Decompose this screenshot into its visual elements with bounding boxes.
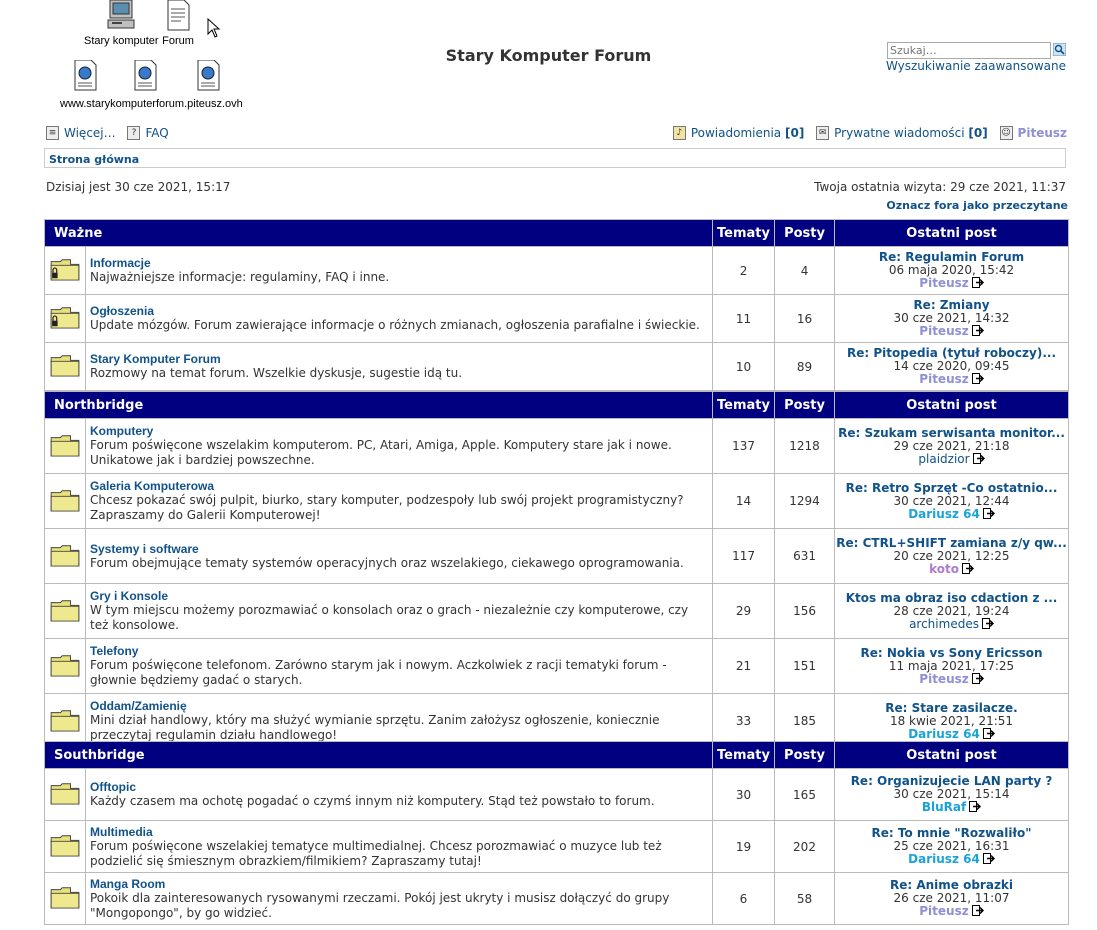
go-to-last-post-icon[interactable] [973, 453, 985, 464]
forum-info [86, 419, 713, 474]
forum-locked-folder-icon [50, 305, 80, 329]
forum-folder-icon [50, 653, 80, 677]
last-post-cell [835, 419, 1069, 474]
forum-folder-icon [50, 543, 80, 567]
pm-label: Prywatne wiadomości [834, 126, 965, 140]
col-last-post-header: Ostatni post [835, 742, 1069, 769]
forum-row [45, 821, 1069, 873]
username: Piteusz [1017, 126, 1067, 140]
forum-folder-icon [50, 781, 80, 805]
forum-title-link[interactable]: Oddam/Zamienię [90, 699, 187, 713]
go-to-last-post-icon[interactable] [983, 853, 995, 864]
forum-description: Forum obejmujące tematy systemów operacyjnych oraz wszelakiego, ciekawego oprogramowania. [90, 555, 684, 570]
forum-info [86, 584, 713, 639]
last-post-date: 29 cze 2021, 21:18 [893, 438, 1010, 453]
more-label: Więcej… [64, 126, 116, 140]
col-posts-header: Posty [775, 742, 835, 769]
forum-description: Pokoik dla zainteresowanych rysowanymi rzeczami. Pokój jest ukryty i musisz dołączyć do grupy "Mongopongo", by go widzieć. [90, 890, 670, 920]
category-table [44, 741, 1069, 925]
col-last-post-header: Ostatni post [835, 220, 1069, 247]
current-date: Dzisiaj jest 30 cze 2021, 15:17 [46, 180, 231, 194]
forum-row [45, 343, 1069, 391]
forum-topics-count: 10 [713, 343, 775, 391]
desktop-icon-stary-komputer[interactable] [84, 0, 158, 47]
faq-link[interactable] [127, 126, 168, 140]
advanced-search-link[interactable]: Wyszukiwanie zaawansowane [885, 59, 1066, 73]
go-to-last-post-icon[interactable] [969, 801, 981, 812]
web-doc-icon[interactable] [132, 60, 158, 95]
last-post-title-link[interactable]: Re: CTRL+SHIFT zamiana z/y qw... [836, 536, 1067, 550]
search-box [887, 42, 1051, 59]
list-icon: ≡ [46, 126, 59, 140]
forum-folder-icon [50, 433, 80, 457]
help-icon: ? [127, 126, 140, 140]
last-post-author-link[interactable]: plaidzior [918, 451, 970, 466]
category-name[interactable]: Ważne [45, 220, 713, 247]
pm-count: [0] [968, 126, 988, 140]
search-input[interactable] [887, 42, 1051, 59]
go-to-last-post-icon[interactable] [972, 673, 984, 684]
go-to-last-post-icon[interactable] [982, 618, 994, 629]
last-post-author-link[interactable]: Dariusz 64 [908, 852, 980, 866]
forum-posts-count: 165 [775, 769, 835, 821]
forum-info [86, 247, 713, 295]
last-post-cell [835, 873, 1069, 925]
forum-description: Mini dział handlowy, który ma służyć wymianie sprzętu. Zanim założysz ogłoszenie, koniecznie przeczytaj regulamin działu handlowego! [90, 713, 660, 742]
pm-link[interactable] [816, 126, 988, 140]
last-post-author-link[interactable]: Piteusz [919, 671, 969, 686]
breadcrumb [44, 148, 1066, 168]
notifications-count: [0] [784, 126, 805, 140]
forum-icon-cell [45, 821, 86, 873]
go-to-last-post-icon[interactable] [983, 508, 995, 519]
forum-icon-cell [45, 419, 86, 474]
last-post-author-link[interactable]: Piteusz [919, 324, 969, 338]
forum-description: Chcesz pokazać swój pulpit, biurko, stary komputer, podzespoły lub swój projekt programistyczny? Zapraszamy do Galerii Komputerowej! [90, 493, 684, 522]
nav-left [46, 124, 177, 140]
forum-row [45, 419, 1069, 474]
last-post-title-link[interactable]: Re: Pitopedia (tytuł roboczy)... [847, 347, 1056, 360]
forum-posts-count: 1218 [775, 419, 835, 474]
forum-icon-cell [45, 639, 86, 694]
forum-info [86, 639, 713, 694]
last-post-date: 30 cze 2021, 15:14 [893, 787, 1010, 801]
last-post-title-link[interactable]: Ktos ma obraz iso cdaction z ... [845, 591, 1058, 605]
last-post-title-link[interactable]: Re: Stare zasilacze. [885, 701, 1018, 715]
last-post-author-link[interactable]: BluRaf [921, 800, 967, 814]
forum-row [45, 474, 1069, 529]
forum-folder-icon [50, 833, 80, 857]
notifications-label: Powiadomienia [690, 126, 782, 140]
last-post-author-link[interactable]: Dariusz 64 [908, 506, 980, 521]
last-post-date: 18 kwie 2021, 21:51 [889, 713, 1014, 728]
mouse-cursor-icon [207, 18, 221, 38]
forum-info [86, 343, 713, 391]
forum-topics-count: 11 [713, 295, 775, 343]
forum-folder-icon [50, 598, 80, 622]
forum-posts-count: 202 [775, 821, 835, 873]
category-header [45, 742, 1069, 769]
forum-title-link[interactable]: Systemy i software [90, 541, 199, 556]
forum-info [86, 769, 713, 821]
go-to-last-post-icon[interactable] [972, 277, 984, 288]
site-title: Stary Komputer Forum [445, 46, 652, 65]
last-post-date: 25 cze 2021, 16:31 [893, 839, 1010, 853]
category-header [45, 392, 1069, 419]
forum-topics-count: 14 [713, 474, 775, 529]
forum-topics-count: 19 [713, 821, 775, 873]
col-posts-header: Posty [775, 220, 835, 247]
go-to-last-post-icon[interactable] [972, 325, 984, 336]
site-url: www.starykomputerforum.piteusz.ovh [60, 98, 243, 110]
last-post-title-link[interactable]: Re: Nokia vs Sony Ericsson [860, 646, 1043, 660]
forum-icon-cell [45, 295, 86, 343]
category-table [44, 219, 1069, 391]
desktop-icon-label: Stary komputer [84, 35, 159, 47]
last-post-title-link[interactable]: Re: Retro Sprzęt -Co ostatnio... [845, 481, 1058, 495]
last-post-date: 11 maja 2021, 17:25 [888, 658, 1015, 673]
forum-title-link[interactable]: Ogłoszenia [90, 304, 155, 318]
forum-folder-icon [50, 885, 80, 909]
forum-description: Forum poświęcone wszelakiej tematyce multimedialnej. Chcesz porozmawiać o muzyce lub też podzielić się śmiesznym obrazkiem/filmikiem? Zapraszamy tutaj! [90, 838, 662, 868]
forum-info [86, 474, 713, 529]
forum-posts-count: 1294 [775, 474, 835, 529]
forum-posts-count: 185 [775, 694, 835, 749]
forum-info [86, 529, 713, 584]
computer-icon [106, 0, 136, 32]
last-post-cell [835, 474, 1069, 529]
forum-posts-count: 4 [775, 247, 835, 295]
mail-icon: ✉ [816, 126, 829, 140]
last-post-cell [835, 295, 1069, 343]
category-name[interactable]: Northbridge [45, 392, 713, 419]
search-icon[interactable] [1053, 43, 1066, 56]
forum-row [45, 639, 1069, 694]
last-post-date: 30 cze 2021, 12:44 [893, 493, 1010, 508]
forum-row [45, 247, 1069, 295]
bell-icon: ♪ [673, 126, 686, 140]
forum-title-link[interactable]: Telefony [90, 644, 139, 658]
forum-row [45, 295, 1069, 343]
forum-icon-cell [45, 584, 86, 639]
last-post-author-link[interactable]: Piteusz [919, 372, 969, 386]
last-post-title-link[interactable]: Re: Regulamin Forum [878, 251, 1025, 264]
last-post-author-link[interactable]: archimedes [909, 616, 979, 631]
forum-posts-count: 16 [775, 295, 835, 343]
forum-title-link[interactable]: Informacje [90, 256, 151, 270]
last-post-date: 14 cze 2020, 09:45 [893, 359, 1010, 373]
forum-posts-count: 156 [775, 584, 835, 639]
forum-title-link[interactable]: Manga Room [90, 876, 166, 891]
web-doc-icon[interactable] [72, 60, 98, 95]
go-to-last-post-icon[interactable] [983, 728, 995, 739]
forum-topics-count: 33 [713, 694, 775, 749]
forum-description: Najważniejsze informacje: regulaminy, FAQ i inne. [90, 270, 390, 284]
forum-icon-cell [45, 247, 86, 295]
forum-description: Forum poświęcone wszelakim komputerom. PC, Atari, Amiga, Apple. Komputery stare jak i nowe. Unikatowe jak i bardziej powszechne. [90, 438, 672, 467]
forum-locked-folder-icon [50, 257, 80, 281]
forum-row [45, 584, 1069, 639]
forum-info [86, 295, 713, 343]
forum-folder-icon [50, 488, 80, 512]
more-link[interactable] [46, 126, 116, 140]
forum-description: W tym miejscu możemy porozmawiać o konsolach oraz o grach - niezależnie czy komputerowe, czy też konsolowe. [90, 603, 689, 632]
last-post-date: 30 cze 2021, 14:32 [893, 311, 1010, 325]
forum-posts-count: 631 [775, 529, 835, 584]
forum-description: Forum poświęcone telefonom. Zarówno starym jak i nowym. Aczkolwiek z racji tematyki forum - głownie będziemy gadać o starych. [90, 658, 667, 687]
breadcrumb-home[interactable]: Strona główna [49, 153, 140, 166]
last-visit: Twoja ostatnia wizyta: 29 cze 2021, 11:37 [814, 180, 1066, 194]
last-post-author-link[interactable]: Dariusz 64 [908, 726, 980, 741]
user-profile-link[interactable] [1000, 126, 1067, 140]
col-posts-header: Posty [775, 392, 835, 419]
last-post-date: 28 cze 2021, 19:24 [893, 603, 1010, 618]
last-post-date: 26 cze 2021, 11:07 [893, 891, 1010, 905]
last-post-author-link[interactable]: Piteusz [919, 276, 969, 290]
forum-description: Każdy czasem ma ochotę pogadać o czymś innym niż komputery. Stąd też powstało to forum. [90, 794, 655, 808]
forum-topics-count: 30 [713, 769, 775, 821]
col-topics-header: Tematy [713, 742, 775, 769]
forum-topics-count: 137 [713, 419, 775, 474]
forum-posts-count: 58 [775, 873, 835, 925]
last-post-title-link[interactable]: Re: Anime obrazki [889, 879, 1014, 892]
forum-title-link[interactable]: Stary Komputer Forum [90, 352, 221, 366]
last-post-cell [835, 639, 1069, 694]
forum-topics-count: 21 [713, 639, 775, 694]
last-post-title-link[interactable]: Re: To mnie "Rozwaliło" [871, 827, 1032, 840]
category-name[interactable]: Southbridge [45, 742, 713, 769]
go-to-last-post-icon[interactable] [972, 905, 984, 916]
forum-title-link[interactable]: Multimedia [90, 824, 153, 839]
faq-label: FAQ [145, 126, 169, 140]
forum-description: Update mózgów. Forum zawierające informacje o różnych zmianach, ogłoszenia parafialne i świeckie. [90, 318, 700, 332]
last-post-date: 06 maja 2020, 15:42 [888, 263, 1015, 277]
nav-right [673, 124, 1067, 140]
last-post-date: 20 cze 2021, 12:25 [893, 548, 1010, 563]
category-header [45, 220, 1069, 247]
forum-info [86, 821, 713, 873]
forum-topics-count: 117 [713, 529, 775, 584]
forum-folder-icon [50, 353, 80, 377]
forum-posts-count: 151 [775, 639, 835, 694]
document-icon [165, 0, 191, 32]
forum-info [86, 873, 713, 925]
forum-row [45, 873, 1069, 925]
mark-forums-read-link[interactable]: Oznacz fora jako przeczytane [886, 199, 1068, 212]
web-doc-icon[interactable] [195, 60, 221, 95]
forum-row [45, 769, 1069, 821]
forum-folder-icon [50, 708, 80, 732]
forum-title-link[interactable]: Offtopic [90, 780, 136, 794]
forum-title-link[interactable]: Gry i Konsole [90, 589, 169, 603]
last-post-cell [835, 584, 1069, 639]
last-post-cell [835, 247, 1069, 295]
col-topics-header: Tematy [713, 220, 775, 247]
last-post-title-link[interactable]: Re: Zmiany [913, 299, 990, 312]
forum-icon-cell [45, 529, 86, 584]
last-post-cell [835, 529, 1069, 584]
col-topics-header: Tematy [713, 392, 775, 419]
user-icon: ☺ [1001, 128, 1011, 138]
last-post-title-link[interactable]: Re: Szukam serwisanta monitor... [838, 426, 1065, 440]
forum-title-link[interactable]: Komputery [90, 424, 154, 438]
col-last-post-header: Ostatni post [835, 392, 1069, 419]
notifications-link[interactable] [673, 126, 804, 140]
desktop-icon-forum[interactable] [160, 0, 196, 47]
last-post-author-link[interactable]: Piteusz [919, 904, 969, 918]
last-post-author-link[interactable]: koto [929, 561, 959, 576]
forum-topics-count: 6 [713, 873, 775, 925]
forum-description: Rozmowy na temat forum. Wszelkie dyskusje, sugestie idą tu. [90, 366, 463, 380]
forum-row [45, 529, 1069, 584]
forum-icon-cell [45, 769, 86, 821]
category-table [44, 391, 1069, 749]
last-post-cell [835, 343, 1069, 391]
forum-topics-count: 2 [713, 247, 775, 295]
last-post-cell [835, 821, 1069, 873]
forum-icon-cell [45, 873, 86, 925]
last-post-cell [835, 769, 1069, 821]
go-to-last-post-icon[interactable] [962, 563, 974, 574]
forum-icon-cell [45, 474, 86, 529]
forum-posts-count: 89 [775, 343, 835, 391]
forum-title-link[interactable]: Galeria Komputerowa [90, 479, 215, 493]
last-post-title-link[interactable]: Re: Organizujecie LAN party ? [850, 775, 1053, 788]
go-to-last-post-icon[interactable] [972, 373, 984, 384]
desktop-icon-label: Forum [162, 35, 194, 47]
forum-icon-cell [45, 343, 86, 391]
forum-topics-count: 29 [713, 584, 775, 639]
